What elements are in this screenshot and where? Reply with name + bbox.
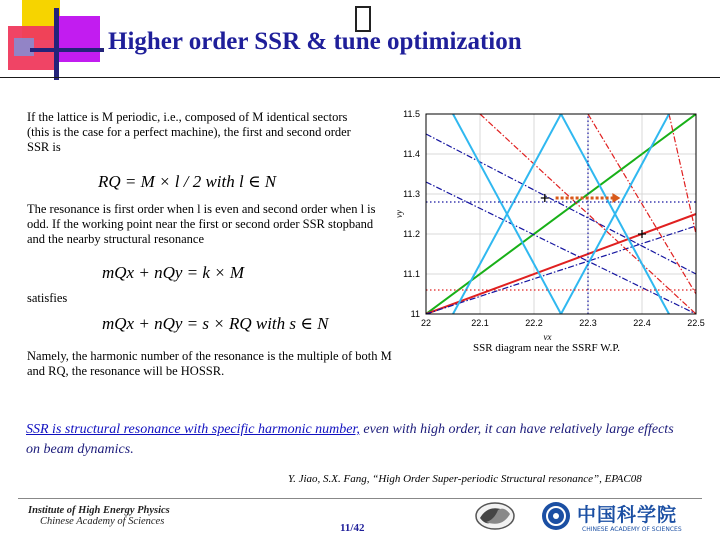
y-tick-label: 11.4 <box>403 149 420 159</box>
cas-logo-icon <box>540 500 572 532</box>
cas-chinese-name: 中国科学院 <box>577 504 678 526</box>
x-tick-label: 22.5 <box>687 318 705 328</box>
ssrf-logo-icon <box>474 500 516 532</box>
cas-english-name: CHINESE ACADEMY OF SCIENCES <box>582 526 682 533</box>
y-tick-label: 11.1 <box>403 269 420 279</box>
title-glyph-box <box>355 6 371 32</box>
x-tick-label: 22.2 <box>525 318 543 328</box>
x-tick-label: 22.4 <box>633 318 651 328</box>
x-tick-label: 22 <box>420 318 432 328</box>
x-axis-label: vx <box>543 332 552 340</box>
institute-name <box>28 505 170 527</box>
ssr-chart <box>392 100 712 340</box>
formula-hossr: mQx + nQy = s × RQ with s ∈ N <box>102 314 329 333</box>
x-tick-label: 22.1 <box>471 318 489 328</box>
ssr-chart-svg <box>392 100 712 340</box>
figure-caption: SSR diagram near the SSRF W.P. <box>473 342 620 354</box>
summary-statement <box>26 420 686 460</box>
decorative-squares-icon <box>0 0 110 80</box>
page-title: Higher order SSR & tune optimization <box>108 28 522 55</box>
header-divider <box>0 77 720 78</box>
formula-ssr: RQ = M × l / 2 with l ∈ N <box>98 172 277 191</box>
y-tick-label: 11.3 <box>403 189 420 199</box>
footer-divider <box>18 498 702 499</box>
body-paragraph-2: The resonance is first order when l is even and second order when l is odd. If the working point near the first or second order SSR stopband and the nearby structural resonance <box>27 202 376 246</box>
header-logo-graphic <box>0 0 110 80</box>
body-paragraph-3: satisfies <box>27 291 68 305</box>
body-paragraph-1: If the lattice is M periodic, i.e., composed of M identical sectors (this is the case for a perfect machine), the first and second order SSR is <box>27 110 351 154</box>
x-tick-label: 22.3 <box>579 318 597 328</box>
summary-underlined: SSR is structural resonance with specific harmonic number, <box>26 422 360 437</box>
citation: Y. Jiao, S.X. Fang, “High Order Super-periodic Structural resonance”, EPAC08 <box>288 473 642 485</box>
summary-rest: even with high order, it can have relatively large effects on beam dynamics. <box>26 422 674 457</box>
cas-emblem-icon <box>540 500 572 532</box>
ssrf-swirl-icon <box>474 500 516 532</box>
y-tick-label: 11.5 <box>403 109 420 119</box>
page-number: 11/42 <box>340 522 365 534</box>
y-tick-label: 11.2 <box>403 229 420 239</box>
y-axis-label: vy <box>394 210 404 218</box>
institute-line-1: Institute of High Energy Physics <box>28 505 170 516</box>
y-tick-label: 11 <box>410 309 420 319</box>
formula-resonance: mQx + nQy = k × M <box>102 263 245 282</box>
body-paragraph-4: Namely, the harmonic number of the resonance is the multiple of both M and RQ, the resonance will be HOSSR. <box>27 349 392 378</box>
institute-line-2: Chinese Academy of Sciences <box>40 516 165 527</box>
